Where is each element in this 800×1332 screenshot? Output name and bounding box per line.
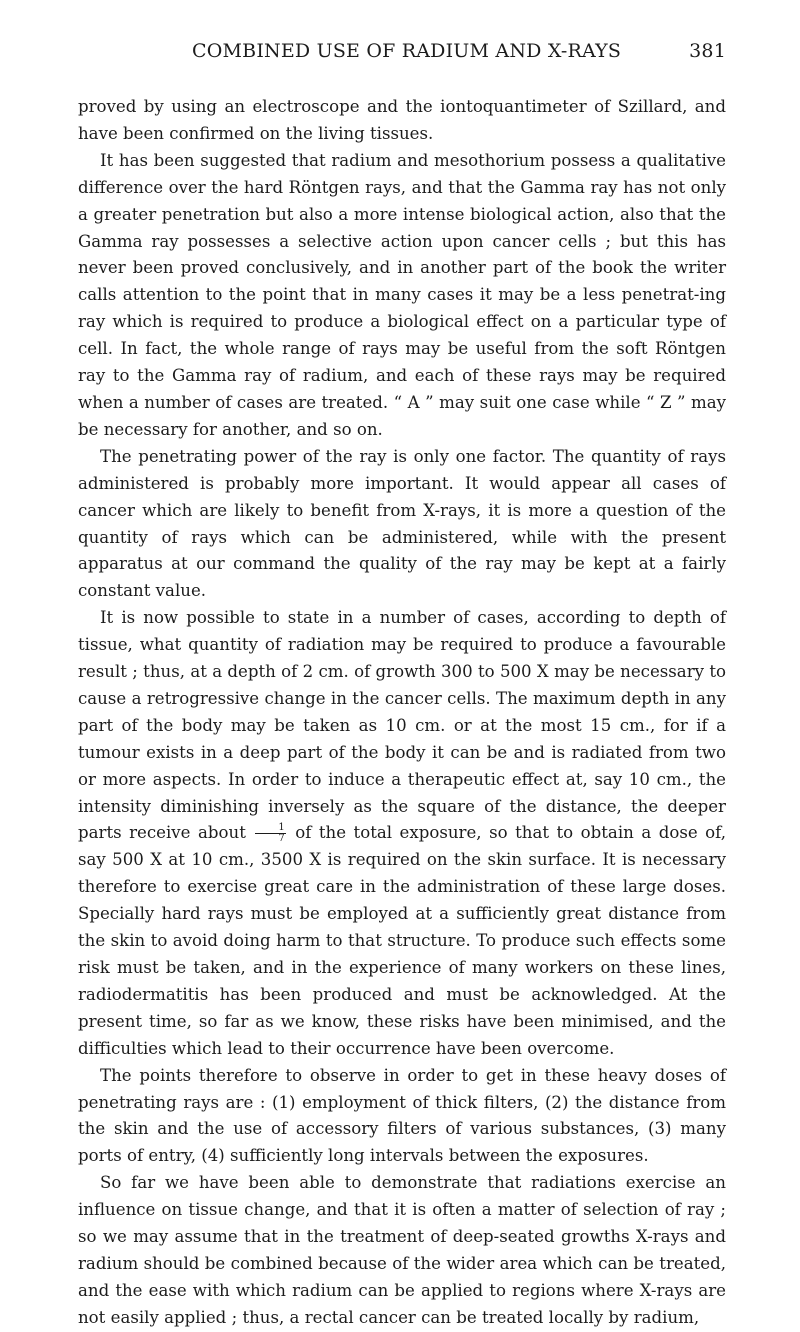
fraction-denominator: 7 [278, 833, 285, 845]
body-text [78, 94, 726, 1332]
paragraph-points-to-observe: The points therefore to observe in order to get in these heavy doses of penetrating rays are : (1) employment of thick filters, (2) the distance from the skin and the use of accessory filters of various substances, (3) many ports of entry, (4) sufficiently long intervals between the exposures. [78, 1065, 726, 1166]
fraction-numerator: 1 [255, 823, 285, 834]
page-number: 381 [689, 40, 726, 62]
paragraph-gamma-ray: It has been suggested that radium and mesothorium possess a qualitative difference over the hard Röntgen rays, and that the Gamma ray has not only a greater penetration but also a more intense biological action, also that the Gamma ray possesses a selective action upon cancer cells ; but this has never been proved conclusively, and in another part of the book the writer calls attention to the point that in many cases it may be a less penetrat-ing ray which is required to produce a biological effect on a particular type of cell. In fact, the whole range of rays may be useful from the soft Röntgen ray to the Gamma ray of radium, and each of these rays may be required when a number of cases are treated. “ A ” may suit one case while “ Z ” may be necessary for another, and so on. [78, 150, 726, 439]
paragraph-depth-dosage [78, 605, 726, 1062]
fraction-one-seventh [255, 823, 285, 844]
paragraph-continuation: proved by using an electroscope and the iontoquantimeter of Szillard, and have been confirmed on the living tissues. [78, 97, 726, 143]
depth-text-after-fraction: of the total exposure, so that to obtain a dose of, say 500 X at 10 cm., 3500 X is required on the skin surface. It is necessary therefore to exercise great care in the administration of these large doses. Specially hard rays must be employed at a sufficiently great distance from the skin to avoid doing harm to that structure. To produce such effects some risk must be taken, and in the experience of many workers on these lines, radiodermatitis has been produced and must be acknowledged. At the present time, so far as we know, these risks have been minimised, and the difficulties which lead to their occurrence have been overcome. [78, 823, 726, 1058]
depth-text-before-fraction: It is now possible to state in a number of cases, according to depth of tissue, what quantity of radiation may be required to produce a favourable result ; thus, at a depth of 2 cm. of growth 300 to 500 X may be necessary to cause a retrogressive change in the cancer cells. The maximum depth in any part of the body may be taken as 10 cm. or at the most 15 cm., for if a tumour exists in a deep part of the body it can be and is radiated from two or more aspects. In order to induce a therapeutic effect at, say 10 cm., the intensity diminishing inversely as the square of the distance, the deeper parts receive about [78, 608, 726, 843]
book-page [78, 40, 726, 1332]
running-head-title: COMBINED USE OF RADIUM AND X-RAYS [192, 40, 622, 62]
paragraph-combined-treatment: So far we have been able to demonstrate that radiations exercise an influence on tissue change, and that it is often a matter of selection of ray ; so we may assume that in the treatment of deep-seated growths X-rays and radium should be combined because of the wider area which can be treated, and the ease with which radium can be applied to regions where X-rays are not easily applied ; thus, a rectal cancer can be treated locally by radium, [78, 1173, 726, 1327]
paragraph-penetrating-power: The penetrating power of the ray is only one factor. The quantity of rays administered is probably more important. It would appear all cases of cancer which are likely to benefit from X-rays, it is more a question of the quantity of rays which can be administered, while with the present apparatus at our command the quality of the ray may be kept at a fairly constant value. [78, 446, 726, 601]
running-head [78, 40, 726, 72]
